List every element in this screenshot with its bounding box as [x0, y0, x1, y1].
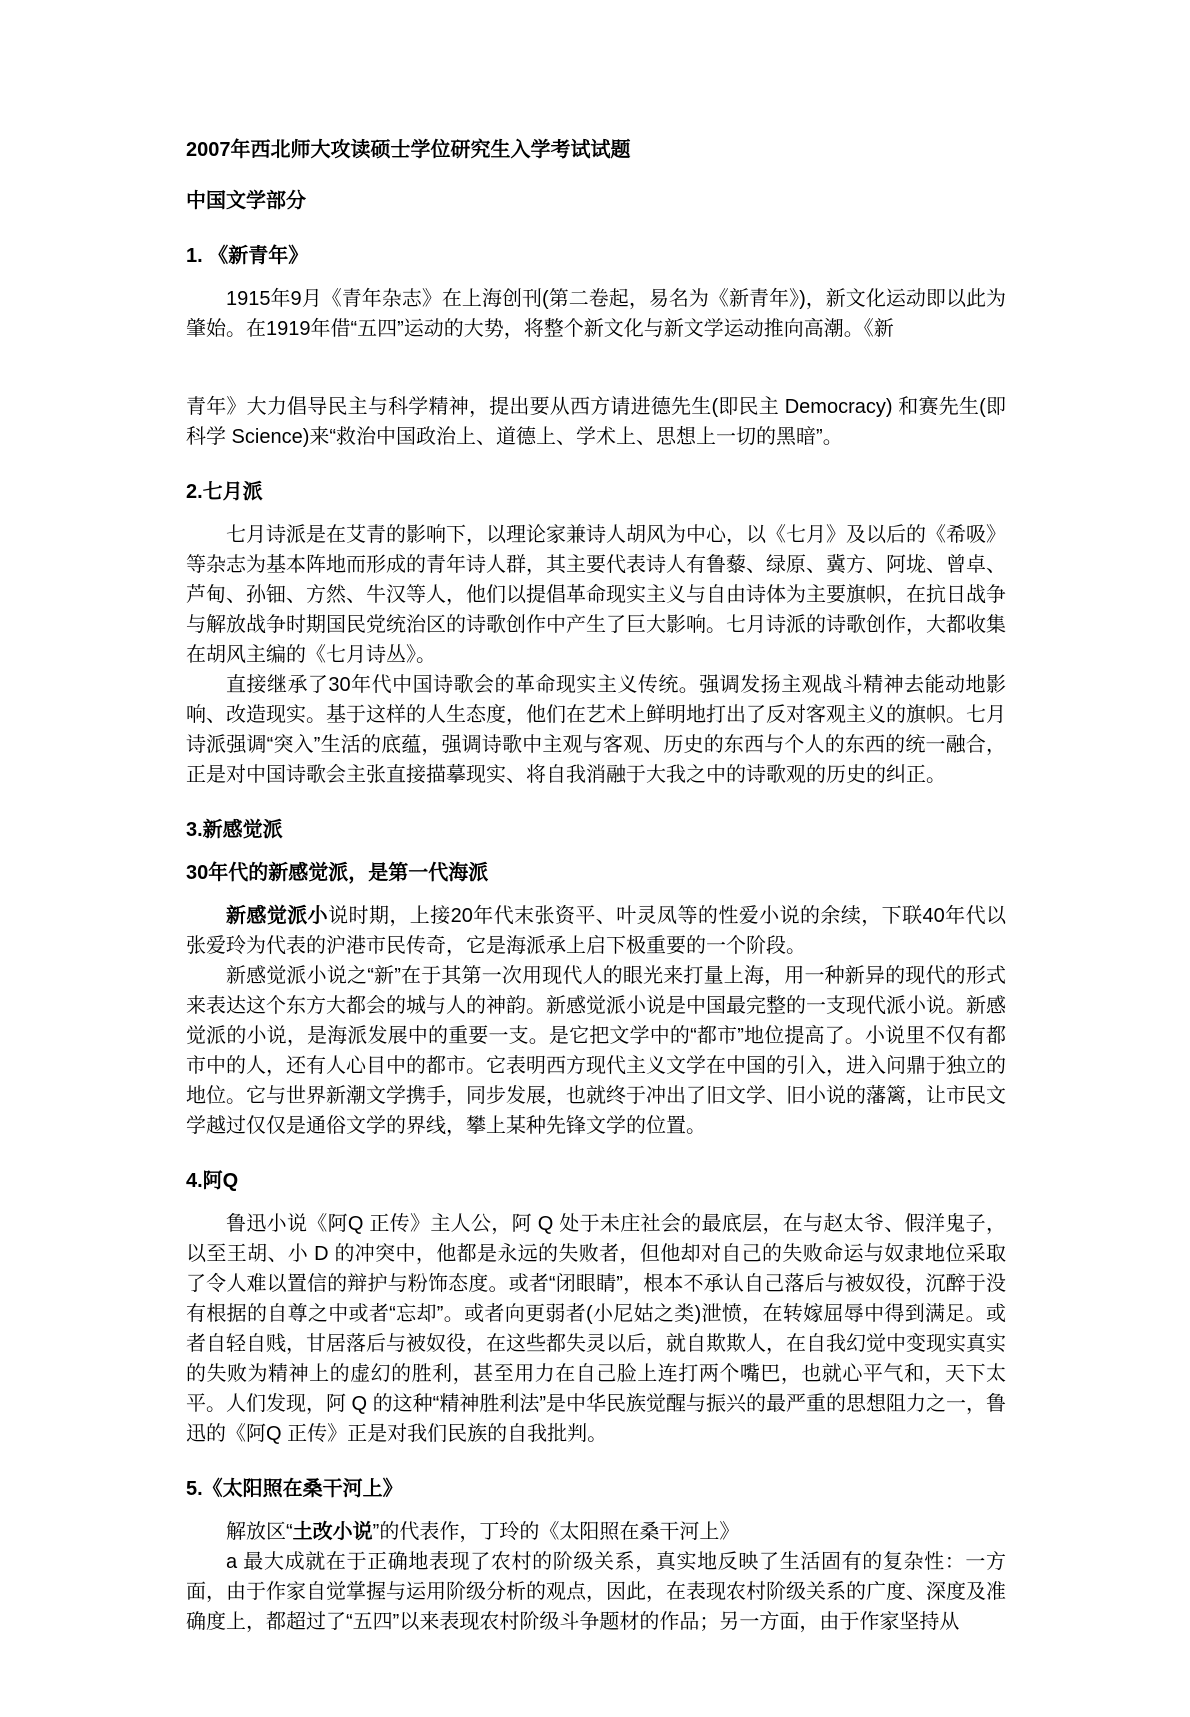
paragraph: [186, 901, 1006, 961]
section-heading: 3.新感觉派: [186, 819, 283, 841]
section-heading: 1. 《新青年》: [186, 245, 309, 267]
paragraph-continuation: 青年》大力倡导民主与科学精神，提出要从西方请进德先生(即民主 Democracy) 和赛先生(即科学 Science)来“救治中国政治上、道德上、学术上、思想上一切的黑暗”。: [186, 396, 1006, 448]
section-xin-gan-jue-pai: [186, 815, 1006, 1141]
document-title: 2007年西北师大攻读硕士学位研究生入学考试试题: [186, 139, 631, 161]
paragraph: 新感觉派小说之“新”在于其第一次用现代人的眼光来打量上海，用一种新异的现代的形式来表达这个东方大都会的城与人的神韵。新感觉派小说是中国最完整的一支现代派小说。新感觉派的小说，是海派发展中的重要一支。是它把文学中的“都市”地位提高了。小说里不仅有都市中的人，还有人心目中的都市。它表明西方现代主义文学在中国的引入，进入问鼎于独立的地位。它与世界新潮文学携手，同步发展，也就终于冲出了旧文学、旧小说的藩篱，让市民文学越过仅仅是通俗文学的界线，攀上某种先锋文学的位置。: [186, 965, 1006, 1137]
paragraph: a 最大成就在于正确地表现了农村的阶级关系，真实地反映了生活固有的复杂性：一方面，由于作家自觉掌握与运用阶级分析的观点，因此，在表现农村阶级关系的广度、深度及准确度上，都超过了“五四”以来表现农村阶级斗争题材的作品；另一方面，由于作家坚持从: [186, 1551, 1006, 1633]
paragraph: [186, 1517, 1006, 1547]
paragraph-text: 解放区“: [226, 1521, 293, 1543]
paragraph-text: 说时期，上接20年代末张资平、叶灵凤等的性爱小说的余续，下联40年代以张爱玲为代表的沪港市民传奇，它是海派承上启下极重要的一个阶段。: [186, 905, 1007, 957]
part-heading: 中国文学部分: [186, 190, 306, 212]
page-break-gap: [186, 344, 1006, 392]
section-heading: 2.七月派: [186, 481, 263, 503]
paragraph-text: ”的代表作，丁玲的《太阳照在桑干河上》: [372, 1521, 740, 1543]
bold-run: 新感觉派小: [226, 905, 329, 927]
section-heading: 5.《太阳照在桑干河上》: [186, 1478, 403, 1500]
section-qi-yue-pai: [186, 477, 1006, 790]
paragraph: 1915年9月《青年杂志》在上海创刊(第二卷起，易名为《新青年》)，新文化运动即以此为肇始。在1919年借“五四”运动的大势，将整个新文化与新文学运动推向高潮。《新: [186, 288, 1006, 340]
section-ah-q: [186, 1166, 1006, 1449]
paragraph: 七月诗派是在艾青的影响下，以理论家兼诗人胡风为中心，以《七月》及以后的《希吸》等杂志为基本阵地而形成的青年诗人群，其主要代表诗人有鲁藜、绿原、冀方、阿垅、曾卓、芦甸、孙钿、方然、牛汉等人，他们以提倡革命现实主义与自由诗体为主要旗帜，在抗日战争与解放战争时期国民党统治区的诗歌创作中产生了巨大影响。七月诗派的诗歌创作，大都收集在胡风主编的《七月诗丛》。: [186, 524, 1006, 666]
section-subheading: 30年代的新感觉派，是第一代海派: [186, 862, 489, 884]
paragraph: 直接继承了30年代中国诗歌会的革命现实主义传统。强调发扬主观战斗精神去能动地影响、改造现实。基于这样的人生态度，他们在艺术上鲜明地打出了反对客观主义的旗帜。七月诗派强调“突入”生活的底蕴，强调诗歌中主观与客观、历史的东西与个人的东西的统一融合，正是对中国诗歌会主张直接描摹现实、将自我消融于大我之中的诗歌观的历史的纠正。: [186, 674, 1006, 786]
paragraph: 鲁迅小说《阿Q 正传》主人公，阿 Q 处于未庄社会的最底层，在与赵太爷、假洋鬼子，以至王胡、小 D 的冲突中，他都是永远的失败者，但他却对自己的失败命运与奴隶地位采取了令人难以置信的辩护与粉饰态度。或者“闭眼睛”，根本不承认自己落后与被奴役，沉醉于没有根据的自尊之中或者“忘却”。或者向更弱者(小尼姑之类)泄愤，在转嫁屈辱中得到满足。或者自轻自贱，甘居落后与被奴役，在这些都失灵以后，就自欺欺人，在自我幻觉中变现实真实的失败为精神上的虚幻的胜利，甚至用力在自己脸上连打两个嘴巴，也就心平气和，天下太平。人们发现，阿 Q 的这种“精神胜利法”是中华民族觉醒与振兴的最严重的思想阻力之一，鲁迅的《阿Q 正传》正是对我们民族的自我批判。: [186, 1213, 1006, 1445]
section-heading: 4.阿Q: [186, 1170, 239, 1192]
section-xin-qing-nian: [186, 241, 1006, 452]
section-tai-yang-zhao-zai-sang-gan-he-shang: [186, 1474, 1006, 1637]
bold-run: 土改小说: [292, 1521, 373, 1543]
